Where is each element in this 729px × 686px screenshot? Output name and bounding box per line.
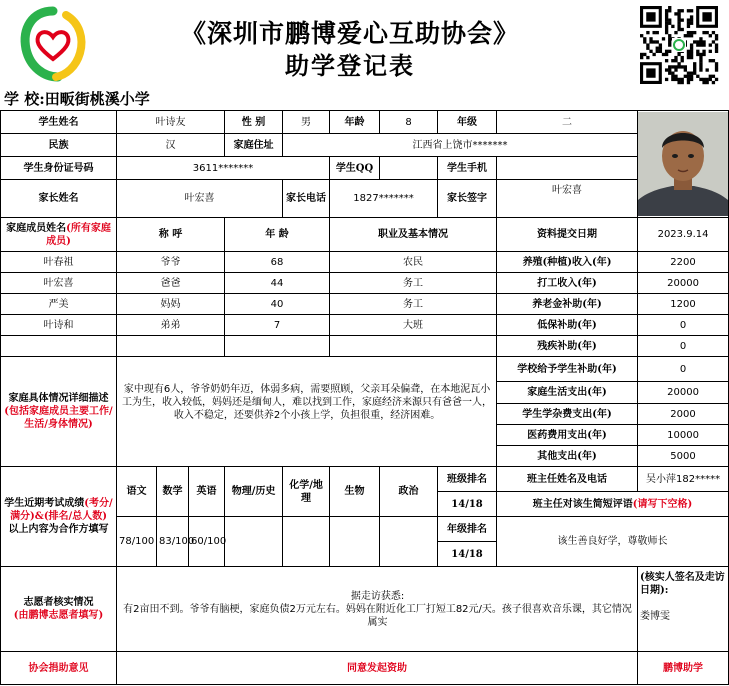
id-number-label: 学生身份证号码 (1, 157, 117, 180)
comment-label: 班主任对该生简短评语(请写下空格) (497, 492, 729, 517)
student-qq-label: 学生QQ (330, 157, 380, 180)
association-logo-icon (18, 5, 88, 83)
student-phone-label: 学生手机 (438, 157, 497, 180)
family-age-header: 年 龄 (225, 218, 330, 252)
address-value: 江西省上饶市******* (283, 134, 638, 157)
school-name: 田畈街桃溪小学 (44, 90, 150, 108)
family-member-row (1, 294, 729, 315)
exam-label: 学生近期考试成绩(考分/满分)&(排名/总人数) 以上内容为合作方填写 (1, 467, 117, 567)
gender-label: 性 别 (225, 111, 283, 134)
student-row-3 (1, 157, 729, 180)
finance-label: 残疾补助(年) (497, 336, 638, 357)
score-math: 83/100 (157, 517, 189, 567)
teacher-comment: 该生善良好学，尊敬师长 (497, 517, 729, 567)
volunteer-sign-cell: (核实人签名及走访日期): 娄博雯 (638, 567, 729, 652)
family-member-row (1, 273, 729, 294)
exam-row-1 (1, 467, 729, 492)
finance-value: 5000 (638, 446, 729, 467)
member-relation: 爷爷 (117, 252, 225, 273)
grade-value: 二 (497, 111, 638, 134)
finance-label: 学生学杂费支出(年) (497, 404, 638, 425)
finance-value: 0 (638, 315, 729, 336)
subject-biology: 生物 (330, 467, 380, 517)
student-row-4 (1, 180, 729, 218)
class-rank-label: 班级排名 (438, 467, 497, 492)
parent-sign-label: 家长签字 (438, 180, 497, 218)
family-name-header: 家庭成员姓名(所有家庭成员) (1, 218, 117, 252)
member-job: 务工 (330, 294, 497, 315)
situation-label: 家庭具体情况详细描述(包括家庭成员主要工作/生活/身体情况) (1, 357, 117, 467)
family-member-row (1, 252, 729, 273)
student-name: 叶诗友 (117, 111, 225, 134)
submit-date-label: 资料提交日期 (497, 218, 638, 252)
school-row (0, 88, 728, 110)
student-row-1 (1, 111, 729, 134)
student-phone-value (497, 157, 638, 180)
student-name-label: 学生姓名 (1, 111, 117, 134)
member-name (1, 336, 117, 357)
school-label: 学 校: (4, 90, 45, 108)
member-relation (117, 336, 225, 357)
score-chemistry-geography (283, 517, 330, 567)
score-chinese: 78/100 (117, 517, 157, 567)
score-biology (330, 517, 380, 567)
member-age (225, 336, 330, 357)
member-job: 务工 (330, 273, 497, 294)
subject-physics-history: 物理/历史 (225, 467, 283, 517)
address-label: 家庭住址 (225, 134, 283, 157)
association-title: 《深圳市鹏博爱心互助协会》 (180, 19, 519, 48)
parent-phone-value: 1827******* (330, 180, 438, 218)
age-label: 年龄 (330, 111, 380, 134)
grade-rank-label: 年级排名 (438, 517, 497, 542)
ethnicity-value: 汉 (117, 134, 225, 157)
score-english: 60/100 (189, 517, 225, 567)
member-age: 40 (225, 294, 330, 315)
parent-name-value: 叶宏喜 (117, 180, 283, 218)
finance-value: 0 (638, 357, 729, 382)
volunteer-label: 志愿者核实情况 (由鹏博志愿者填写) (1, 567, 117, 652)
student-photo-icon (638, 112, 728, 216)
student-qq-value (380, 157, 438, 180)
situation-text: 家中现有6人，爷爷奶奶年迈，体弱多病，需要照顾，父亲耳朵偏聋，在本地泥瓦小工为生，收入较低，妈妈还是缅甸人，难以找到工作，家庭经济来源只有爸爸一人，收入不稳定，还要供养2个小孩上学，负担很重，经济困难。 (117, 357, 497, 467)
footer-right: 鹏博助学 (638, 652, 729, 685)
finance-value: 1200 (638, 294, 729, 315)
finance-label: 其他支出(年) (497, 446, 638, 467)
qr-code-icon (640, 6, 718, 84)
finance-label: 医药费用支出(年) (497, 425, 638, 446)
finance-value: 20000 (638, 382, 729, 404)
form-header (0, 0, 728, 88)
member-job (330, 336, 497, 357)
finance-value: 2200 (638, 252, 729, 273)
teacher-label: 班主任姓名及电话 (497, 467, 638, 492)
finance-value: 10000 (638, 425, 729, 446)
id-number-value: 3611******* (117, 157, 330, 180)
registration-table (0, 110, 729, 685)
member-age: 44 (225, 273, 330, 294)
member-job: 农民 (330, 252, 497, 273)
volunteer-row (1, 567, 729, 652)
student-row-2 (1, 134, 729, 157)
finance-value: 20000 (638, 273, 729, 294)
finance-label: 打工收入(年) (497, 273, 638, 294)
situation-row (1, 357, 729, 382)
finance-label: 低保补助(年) (497, 315, 638, 336)
score-politics (380, 517, 438, 567)
parent-name-label: 家长姓名 (1, 180, 117, 218)
member-relation: 妈妈 (117, 294, 225, 315)
form-title: 助学登记表 (285, 51, 415, 80)
finance-label: 养殖(种植)收入(年) (497, 252, 638, 273)
grade-label: 年级 (438, 111, 497, 134)
member-age: 68 (225, 252, 330, 273)
family-header-row (1, 218, 729, 252)
teacher-value: 吴小萍182***** (638, 467, 729, 492)
volunteer-sign-name: 娄博雯 (640, 611, 671, 622)
finance-value: 0 (638, 336, 729, 357)
finance-value: 2000 (638, 404, 729, 425)
member-name: 严美 (1, 294, 117, 315)
subject-chinese: 语文 (117, 467, 157, 517)
member-age: 7 (225, 315, 330, 336)
finance-label: 家庭生活支出(年) (497, 382, 638, 404)
parent-sign-value: 叶宏喜 (497, 180, 638, 218)
subject-english: 英语 (189, 467, 225, 517)
student-photo-cell (638, 111, 729, 218)
footer-left: 协会捐助意见 (1, 652, 117, 685)
member-name: 叶宏喜 (1, 273, 117, 294)
footer-row (1, 652, 729, 685)
family-job-header: 职业及基本情况 (330, 218, 497, 252)
family-relation-header: 称 呼 (117, 218, 225, 252)
score-physics-history (225, 517, 283, 567)
grade-rank-value: 14/18 (438, 542, 497, 567)
member-name: 叶春祖 (1, 252, 117, 273)
finance-label: 学校给予学生补助(年) (497, 357, 638, 382)
member-relation: 爸爸 (117, 273, 225, 294)
subject-politics: 政治 (380, 467, 438, 517)
ethnicity-label: 民族 (1, 134, 117, 157)
member-relation: 弟弟 (117, 315, 225, 336)
parent-phone-label: 家长电话 (283, 180, 330, 218)
gender-value: 男 (283, 111, 330, 134)
member-job: 大班 (330, 315, 497, 336)
footer-center: 同意发起资助 (117, 652, 638, 685)
class-rank-value: 14/18 (438, 492, 497, 517)
submit-date-value: 2023.9.14 (638, 218, 729, 252)
volunteer-text: 据走访获悉: 有2亩田不到。爷爷有脑梗，家庭负债2万元左右。妈妈在附近化工厂打短工82元/天。孩子很喜欢音乐课，其它情况属实 (117, 567, 638, 652)
subject-chemistry-geography: 化学/地理 (283, 467, 330, 517)
subject-math: 数学 (157, 467, 189, 517)
family-member-row (1, 315, 729, 336)
finance-label: 养老金补助(年) (497, 294, 638, 315)
member-name: 叶诗和 (1, 315, 117, 336)
age-value: 8 (380, 111, 438, 134)
family-member-row (1, 336, 729, 357)
